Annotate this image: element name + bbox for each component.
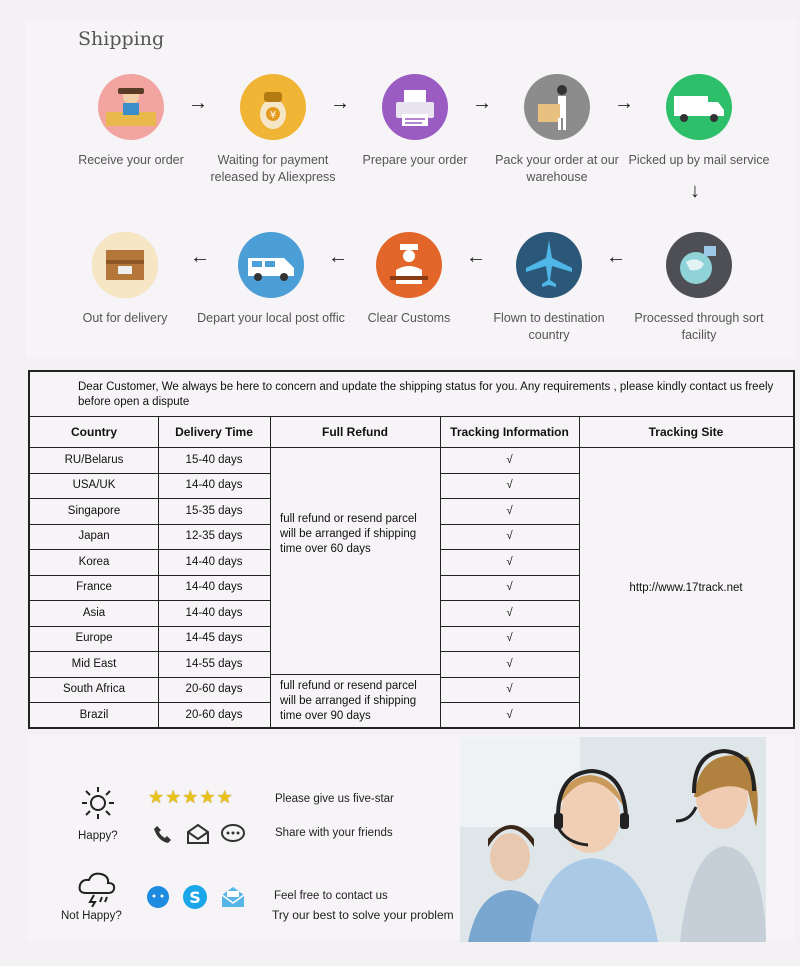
storm-cloud-icon	[76, 869, 118, 912]
table-grid	[30, 416, 793, 727]
row-divider	[30, 473, 270, 474]
svg-text:S: S	[189, 888, 201, 907]
row-divider	[440, 575, 579, 576]
delivery-time-cell: 20-60 days	[185, 708, 243, 721]
star-icon: ★	[182, 787, 199, 807]
arrow-right-icon: →	[472, 92, 492, 114]
email-icon[interactable]	[220, 885, 246, 914]
tracking-check-cell: √	[506, 581, 513, 594]
header-tracking-site: Tracking Site	[648, 425, 724, 439]
delivery-time-cell: 14-40 days	[185, 581, 243, 594]
row-divider	[440, 473, 579, 474]
country-cell: Korea	[78, 555, 110, 568]
step-label: Out for delivery	[82, 311, 168, 325]
country-cell: South Africa	[62, 683, 125, 696]
delivery-time-cell: 14-40 days	[185, 479, 243, 492]
contact-text: Feel free to contact us	[274, 890, 388, 902]
tracking-check-cell: √	[506, 504, 513, 517]
refund-60-text: full refund or resend parcel will be arranged if shipping time over 60 days	[280, 513, 417, 555]
shipping-table	[28, 370, 795, 729]
globe-icon	[666, 232, 732, 298]
step-label: Depart your local post offic	[197, 311, 345, 325]
star-icon: ★	[199, 787, 216, 807]
tracking-check-cell: √	[506, 708, 513, 721]
happy-label: Happy?	[78, 830, 118, 842]
tracking-site-link[interactable]: http://www.17track.net	[629, 581, 743, 594]
step-label: Waiting for payment released by Aliexpress	[210, 153, 336, 184]
row-divider	[30, 549, 270, 550]
package-icon	[524, 74, 590, 140]
step-out-for-delivery	[50, 232, 200, 327]
column-divider	[270, 417, 271, 727]
step-customs	[334, 232, 484, 327]
printer-icon	[382, 74, 448, 140]
step-label: Picked up by mail service	[628, 153, 770, 167]
step-label: Clear Customs	[367, 311, 451, 325]
tracking-check-cell: √	[506, 555, 513, 568]
delivery-time-cell: 14-55 days	[185, 657, 243, 670]
star-icon: ★	[216, 787, 233, 807]
row-divider	[30, 524, 270, 525]
delivery-time-cell: 14-40 days	[185, 606, 243, 619]
step-depart-post	[196, 232, 346, 327]
country-cell: France	[76, 581, 112, 594]
country-cell: USA/UK	[72, 479, 116, 492]
support-team-photo	[460, 737, 766, 942]
row-divider	[440, 651, 579, 652]
row-divider	[30, 651, 270, 652]
country-cell: Japan	[78, 530, 110, 543]
step-label: Flown to destination country	[493, 311, 605, 342]
shipping-title: Shipping	[78, 28, 165, 50]
arrow-right-icon: →	[330, 92, 350, 114]
country-cell: Europe	[75, 632, 113, 645]
header-country: Country	[71, 425, 117, 439]
customer-notice: Dear Customer, We always be here to concern and update the shipping status for you. Any requirements , please kindly contact us freely before open a dispute	[78, 381, 774, 408]
tracking-check-cell: √	[506, 479, 513, 492]
delivery-time-cell: 12-35 days	[185, 530, 243, 543]
try-best-text: Try our best to solve your problem	[272, 908, 454, 922]
arrow-left-icon: ←	[190, 246, 210, 268]
airplane-icon	[516, 232, 582, 298]
country-cell: Mid East	[71, 657, 117, 670]
row-divider	[30, 677, 270, 678]
row-divider	[30, 702, 270, 703]
row-divider	[30, 626, 270, 627]
delivery-time-cell: 15-40 days	[185, 453, 243, 466]
header-tracking-info: Tracking Information	[450, 425, 569, 439]
row-divider	[440, 702, 579, 703]
payment-icon	[240, 74, 306, 140]
country-cell: RU/Belarus	[64, 453, 124, 466]
tracking-check-cell: √	[506, 657, 513, 670]
refund-90-text: full refund or resend parcel will be arranged if shipping time over 90 days	[280, 680, 417, 722]
delivery-time-cell: 15-35 days	[185, 504, 243, 517]
tracking-check-cell: √	[506, 632, 513, 645]
header-delivery-time: Delivery Time	[175, 425, 253, 439]
step-label: Prepare your order	[362, 153, 468, 167]
chat-icon[interactable]	[220, 823, 246, 850]
step-sort-facility	[624, 232, 774, 344]
van-icon	[238, 232, 304, 298]
step-label: Processed through sort facility	[634, 311, 764, 342]
tracking-check-cell: √	[506, 453, 513, 466]
step-pack-order	[482, 74, 632, 186]
row-divider	[440, 549, 579, 550]
row-divider	[30, 498, 270, 499]
row-divider	[440, 498, 579, 499]
step-label: Pack your order at our warehouse	[495, 153, 619, 184]
phone-icon[interactable]	[152, 823, 174, 850]
header-full-refund: Full Refund	[322, 425, 388, 439]
step-prepare-order	[340, 74, 490, 169]
arrow-down-icon: ↓	[690, 180, 700, 202]
arrow-right-icon: →	[188, 92, 208, 114]
shipping-process	[26, 20, 796, 358]
step-label: Receive your order	[78, 153, 184, 167]
row-divider	[440, 626, 579, 627]
country-cell: Asia	[82, 606, 106, 619]
star-icon: ★	[165, 787, 182, 807]
star-icon: ★	[148, 787, 165, 807]
mail-icon[interactable]	[186, 823, 210, 850]
tracking-check-cell: √	[506, 530, 513, 543]
country-cell: Singapore	[67, 504, 121, 517]
customs-officer-icon	[376, 232, 442, 298]
arrow-left-icon: ←	[328, 246, 348, 268]
messenger-icon[interactable]	[146, 885, 170, 914]
tracking-check-cell: √	[506, 606, 513, 619]
five-star-text: Please give us five-star	[275, 793, 394, 805]
step-picked-up	[624, 74, 774, 169]
delivery-time-cell: 14-45 days	[185, 632, 243, 645]
share-text: Share with your friends	[275, 827, 393, 839]
tracking-check-cell: √	[506, 683, 513, 696]
arrow-left-icon: ←	[606, 246, 626, 268]
delivery-time-cell: 14-40 days	[185, 555, 243, 568]
step-receive-order	[56, 74, 206, 169]
step-flown	[474, 232, 624, 344]
row-divider	[30, 575, 270, 576]
feedback-section	[28, 735, 795, 940]
row-divider	[30, 600, 270, 601]
five-star-rating	[148, 787, 234, 808]
row-divider	[440, 600, 579, 601]
truck-icon	[666, 74, 732, 140]
sun-icon	[80, 785, 116, 826]
row-divider	[440, 677, 579, 678]
not-happy-label: Not Happy?	[61, 910, 122, 922]
row-divider	[440, 524, 579, 525]
delivery-box-icon	[92, 232, 158, 298]
arrow-left-icon: ←	[466, 246, 486, 268]
svg-text:¥: ¥	[269, 110, 277, 121]
receive-order-icon	[98, 74, 164, 140]
step-waiting-payment	[198, 74, 348, 186]
skype-icon[interactable]	[182, 884, 208, 915]
refund-divider	[270, 674, 440, 675]
delivery-time-cell: 20-60 days	[185, 683, 243, 696]
arrow-right-icon: →	[614, 92, 634, 114]
country-cell: Brazil	[79, 708, 109, 721]
